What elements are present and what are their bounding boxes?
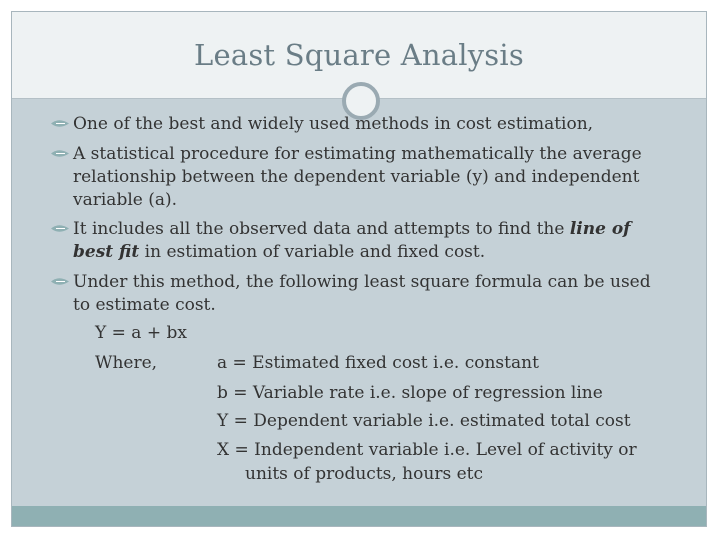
bullet-item — [73, 113, 673, 136]
bullet-text: One of the best and widely used methods in cost estimation, — [73, 114, 594, 134]
definition-continuation: units of products, hours etc — [245, 464, 483, 484]
bullet-item — [73, 143, 673, 212]
bullet-text-before: It includes all the observed data and attempts to find the — [73, 219, 570, 239]
bullet-arrow-icon — [50, 118, 70, 129]
definition-line: Y = Dependent variable i.e. estimated total cost — [217, 411, 631, 431]
formula: Y = a + bx — [95, 323, 187, 343]
definition-line: X = Independent variable i.e. Level of activity or — [217, 440, 637, 460]
bullet-emphasis: line of best fit — [73, 219, 631, 262]
bullet-text: A statistical procedure for estimating mathematically the average relationship between the dependent variable (y) and independent variable (a). — [73, 144, 642, 210]
bullet-text-after: in estimation of variable and fixed cost. — [139, 242, 486, 262]
bullet-text: Under this method, the following least square formula can be used to estimate cost. — [73, 272, 651, 315]
bullet-item — [73, 218, 673, 264]
footer-band — [12, 506, 706, 526]
bullet-arrow-icon — [50, 148, 70, 159]
where-label: Where, — [95, 353, 158, 373]
slide-title: Least Square Analysis — [194, 38, 524, 72]
definition-line: b = Variable rate i.e. slope of regression line — [217, 383, 603, 403]
bullet-arrow-icon — [50, 223, 70, 234]
bullet-arrow-icon — [50, 276, 70, 287]
bullet-item — [73, 271, 673, 317]
definition-line: a = Estimated fixed cost i.e. constant — [217, 353, 539, 373]
